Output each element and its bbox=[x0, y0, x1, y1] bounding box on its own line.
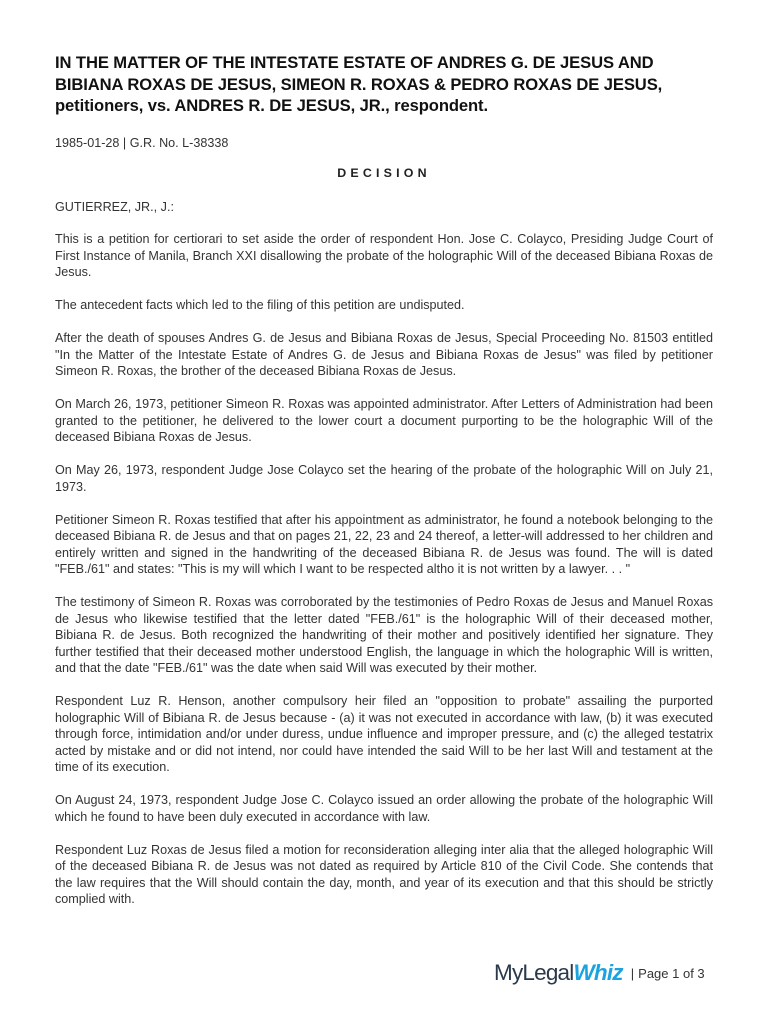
paragraph-9: On August 24, 1973, respondent Judge Jose C. Colayco issued an order allowing the probate of the holographic Will which he found to have been duly executed in accordance with law. bbox=[55, 793, 713, 824]
document-page bbox=[55, 52, 713, 908]
paragraph-4: On March 26, 1973, petitioner Simeon R. Roxas was appointed administrator. After Letters of Administration had been granted to the petitioner, he delivered to the lower court a document purporting to be the holographic Will of the deceased Bibiana Roxas de Jesus. bbox=[55, 397, 713, 444]
paragraph-5: On May 26, 1973, respondent Judge Jose Colayco set the hearing of the probate of the holographic Will on July 21, 1973. bbox=[55, 463, 713, 494]
mylegalwhiz-logo bbox=[494, 961, 623, 985]
logo-part-whiz: Whiz bbox=[573, 960, 623, 985]
paragraph-7: The testimony of Simeon R. Roxas was corroborated by the testimonies of Pedro Roxas de Jesus and Manuel Roxas de Jesus who likewise testified that the letter dated "FEB./61" is the holographic Will of their deceased mother, Bibiana R. de Jesus. Both recognized the handwriting of their mother and positively identified her signature. They further testified that their deceased mother understood English, the language in which the holographic Will is written, and that the date "FEB./61" was the date when said Will was executed by their mother. bbox=[55, 595, 713, 675]
logo-part-legal: Legal bbox=[522, 960, 574, 985]
paragraph-3: After the death of spouses Andres G. de Jesus and Bibiana Roxas de Jesus, Special Proceeding No. 81503 entitled "In the Matter of the Intestate Estate of Andres G. de Jesus and Bibiana Roxas de Jesus" was filed by petitioner Simeon R. Roxas, the brother of the deceased Bibiana Roxas de Jesus. bbox=[55, 331, 713, 378]
paragraph-1: This is a petition for certiorari to set aside the order of respondent Hon. Jose C. Colayco, Presiding Judge Court of First Instance of Manila, Branch XXI disallowing the probate of the holographic Will of the deceased Bibiana Roxas de Jesus. bbox=[55, 232, 713, 279]
page-footer bbox=[494, 958, 705, 988]
paragraph-8: Respondent Luz R. Henson, another compulsory heir filed an "opposition to probate" assailing the purported holographic Will of Bibiana R. de Jesus because - (a) it was not executed in accordance with law, (b) it was executed through force, intimidation and/or under duress, undue influence and improper pressure, and (c) the alleged testatrix acted by mistake and or did not intend, nor could have intended the said Will to be her last Will and testament at the time of its execution. bbox=[55, 694, 713, 774]
paragraph-10: Respondent Luz Roxas de Jesus filed a motion for reconsideration alleging inter alia that the alleged holographic Will of the deceased Bibiana R. de Jesus was not dated as required by Article 810 of the Civil Code. She contends that the law requires that the Will should contain the day, month, and year of its execution and that this should be strictly complied with. bbox=[55, 842, 713, 906]
case-title: IN THE MATTER OF THE INTESTATE ESTATE OF ANDRES G. DE JESUS AND BIBIANA ROXAS DE JESUS, SIMEON R. ROXAS & PEDRO ROXAS DE JESUS, petitioners, vs. ANDRES R. DE JESUS, JR., respondent. bbox=[55, 53, 663, 115]
footer-separator: | bbox=[630, 965, 635, 981]
case-date-and-number: 1985-01-28 | G.R. No. L-38338 bbox=[55, 135, 229, 150]
page-number: Page 1 of 3 bbox=[638, 965, 705, 981]
logo-part-my: My bbox=[494, 960, 523, 985]
paragraph-6: Petitioner Simeon R. Roxas testified that after his appointment as administrator, he found a notebook belonging to the deceased Bibiana R. de Jesus and that on pages 21, 22, 23 and 24 thereof, a letter-will addressed to her children and entirely written and signed in the handwriting of the deceased Bibiana R. de Jesus was found. The will is dated "FEB./61" and states: "This is my will which I want to be respected altho it is not written by a lawyer. . . " bbox=[55, 512, 713, 576]
paragraph-2: The antecedent facts which led to the filing of this petition are undisputed. bbox=[55, 298, 465, 312]
ponente-name: GUTIERREZ, JR., J.: bbox=[55, 199, 174, 214]
decision-heading: DECISION bbox=[337, 165, 431, 180]
